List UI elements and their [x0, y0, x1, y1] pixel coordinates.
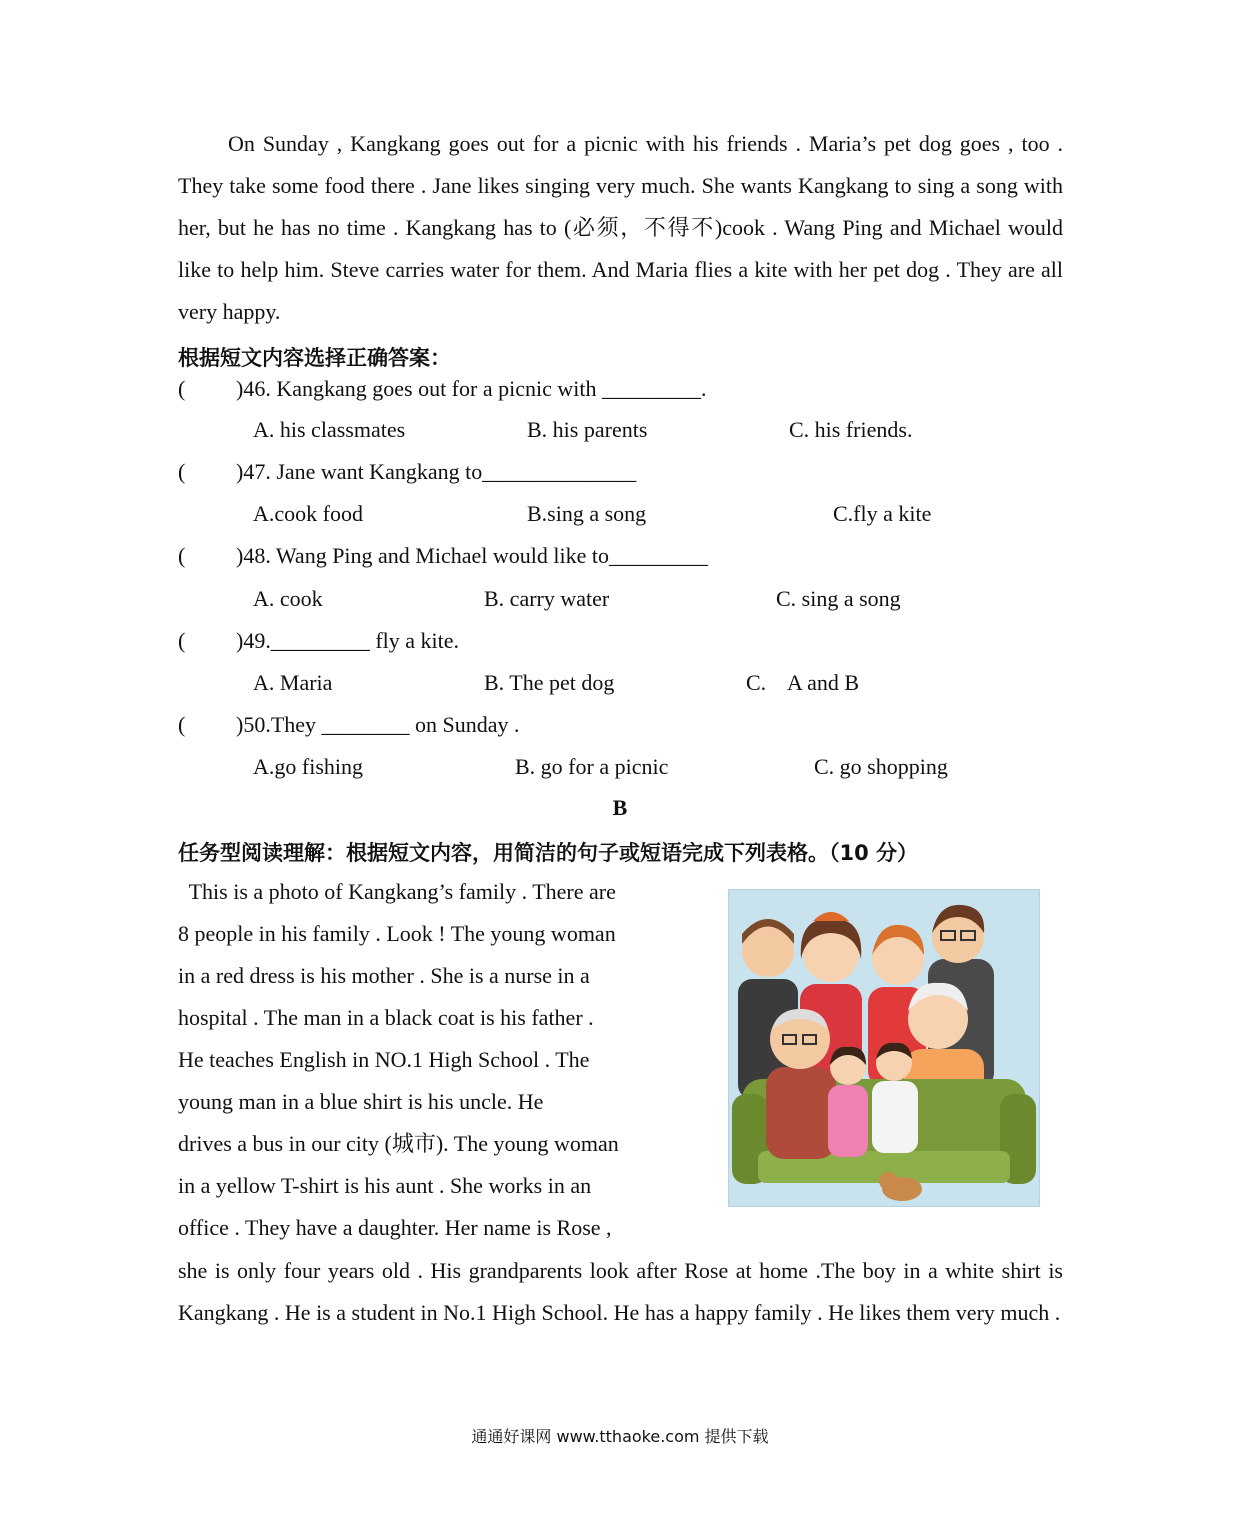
option-47-a: A.cook food — [253, 501, 363, 526]
answer-paren: ( — [178, 459, 186, 484]
question-stem: )47. Jane want Kangkang to______________ — [236, 459, 637, 484]
passage-line: 8 people in his family . Look ! The young woman — [178, 921, 616, 946]
option-49-a: A. Maria — [253, 670, 333, 695]
family-photo — [728, 889, 1040, 1207]
answer-paren: ( — [178, 376, 186, 401]
kangkang-figure — [872, 1043, 918, 1153]
answer-paren: ( — [178, 712, 186, 737]
answer-paren: ( — [178, 543, 186, 568]
passage-b-wrapped — [178, 871, 688, 1249]
option-49-c: C. A and B — [746, 670, 860, 695]
question-stem: )46. Kangkang goes out for a picnic with _________. — [236, 376, 707, 401]
grandfather-figure — [766, 1009, 836, 1159]
question-stem: )50.They ________ on Sunday . — [236, 712, 520, 737]
footer-watermark: 通通好课网 www.tthaoke.com 提供下载 — [471, 1427, 769, 1446]
option-50-a: A.go fishing — [253, 754, 363, 779]
option-48-b: B. carry water — [484, 586, 610, 611]
section-b-label: B — [612, 795, 628, 820]
option-50-b: B. go for a picnic — [515, 754, 669, 779]
passage-line: He teaches English in NO.1 High School . The — [178, 1047, 590, 1072]
passage-b-tail: she is only four years old . His grandparents look after Rose at home .The boy in a white shirt is Kangkang . He is a student in No.1 High School. He has a happy family . He likes them very much . — [178, 1258, 1063, 1325]
passage-line: drives a bus in our city (城市). The young woman — [178, 1131, 619, 1156]
passage-a: On Sunday , Kangkang goes out for a picnic with his friends . Maria’s pet dog goes , too . They take some food there . Jane likes singing very much. She wants Kangkang to sing a song with her, but he has no time . Kangkang has to (必须，不得不)cook . Wang Ping and Michael would like to help him. Steve carries water for them. And Maria flies a kite with her pet dog . They are all very happy. — [178, 131, 1063, 324]
option-48-c: C. sing a song — [776, 586, 901, 611]
question-stem: )49._________ fly a kite. — [236, 628, 460, 653]
passage-line: in a red dress is his mother . She is a nurse in a — [178, 963, 590, 988]
passage-line: This is a photo of Kangkang’s family . There are — [178, 879, 616, 904]
option-48-a: A. cook — [253, 586, 323, 611]
option-46-b: B. his parents — [527, 417, 648, 442]
option-46-c: C. his friends. — [789, 417, 913, 442]
instruction-b: 任务型阅读理解：根据短文内容，用简洁的句子或短语完成下列表格。（10 分） — [178, 841, 919, 865]
option-49-b: B. The pet dog — [484, 670, 615, 695]
passage-line: young man in a blue shirt is his uncle. He — [178, 1089, 544, 1114]
option-46-a: A. his classmates — [253, 417, 406, 442]
passage-line: in a yellow T-shirt is his aunt . She works in an — [178, 1173, 592, 1198]
option-47-b: B.sing a song — [527, 501, 647, 526]
question-stem: )48. Wang Ping and Michael would like to_________ — [236, 543, 708, 568]
passage-line: hospital . The man in a black coat is his father . — [178, 1005, 594, 1030]
rose-figure — [828, 1047, 868, 1157]
instruction-a: 根据短文内容选择正确答案： — [178, 346, 451, 370]
passage-line: office . They have a daughter. Her name is Rose , — [178, 1215, 612, 1240]
option-50-c: C. go shopping — [814, 754, 948, 779]
answer-paren: ( — [178, 628, 186, 653]
option-47-c: C.fly a kite — [833, 501, 932, 526]
